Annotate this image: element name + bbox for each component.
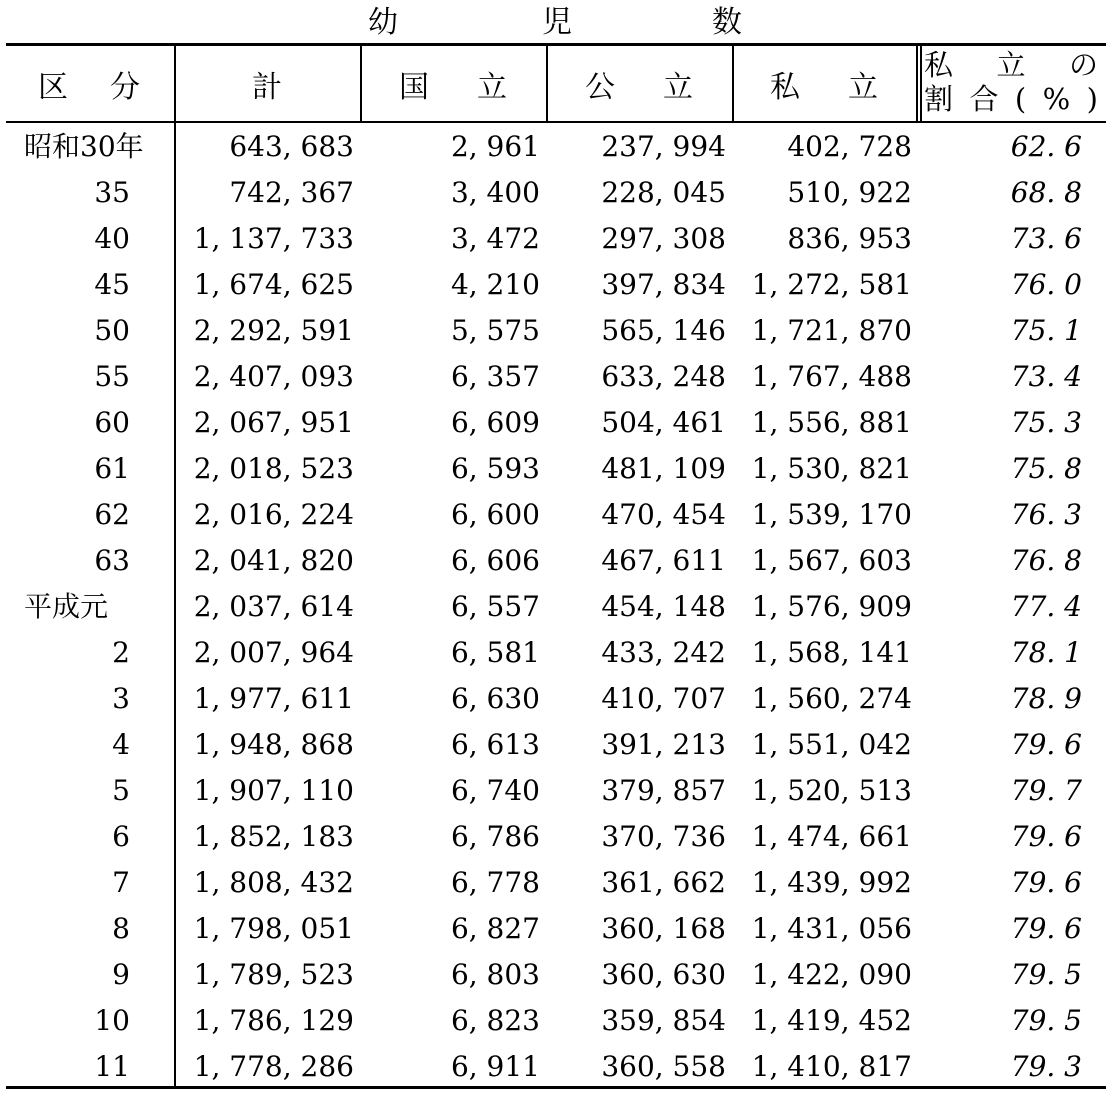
table-row [6,400,1106,446]
national-cell: 6, 606 [450,544,540,577]
total-cell: 2, 018, 523 [193,452,354,485]
national-cell: 6, 581 [450,636,540,669]
year-cell: 61 [94,452,130,485]
header-total-label: 計 [252,70,284,105]
public-cell: 454, 148 [601,590,726,623]
national-cell: 6, 778 [450,866,540,899]
private-ratio-cell: 68. 8 [1010,176,1082,209]
private-ratio-cell: 73. 4 [1010,360,1082,393]
year-cell: 4 [112,728,130,761]
public-cell: 297, 308 [601,222,726,255]
private-cell: 1, 439, 992 [751,866,912,899]
private-cell: 1, 419, 452 [751,1004,912,1037]
header-ratio-char: の [1068,48,1098,82]
national-cell: 4, 210 [450,268,540,301]
private-ratio-cell: 79. 3 [1010,1050,1082,1083]
national-cell: 6, 786 [450,820,540,853]
table-row [6,262,1106,308]
total-cell: 1, 789, 523 [193,958,354,991]
table-row [6,630,1106,676]
national-cell: 5, 575 [450,314,540,347]
public-cell: 481, 109 [601,452,726,485]
total-cell: 1, 137, 733 [193,222,354,255]
table-row [6,814,1106,860]
header-ratio-char: 合 [969,82,999,116]
private-cell: 1, 576, 909 [751,590,912,623]
header-private-left: 私 [770,70,802,105]
private-ratio-cell: 79. 6 [1010,912,1082,945]
private-ratio-cell: 79. 7 [1010,774,1082,807]
table-row [6,722,1106,768]
public-cell: 467, 611 [601,544,726,577]
national-cell: 2, 961 [450,130,540,163]
table-row [6,492,1106,538]
year-cell: 2 [112,636,130,669]
private-cell: 1, 474, 661 [751,820,912,853]
year-cell: 7 [112,866,130,899]
private-cell: 1, 530, 821 [751,452,912,485]
header-public-right: 立 [663,70,695,105]
year-cell: 6 [112,820,130,853]
year-cell: 60 [94,406,130,439]
public-cell: 237, 994 [601,130,726,163]
national-cell: 6, 740 [450,774,540,807]
year-cell: 9 [112,958,130,991]
national-cell: 6, 600 [450,498,540,531]
private-cell: 1, 539, 170 [751,498,912,531]
header-ratio-char: % [1042,82,1071,116]
table-row [6,860,1106,906]
column-divider-private-b [920,46,922,122]
public-cell: 565, 146 [601,314,726,347]
private-ratio-cell: 79. 6 [1010,820,1082,853]
total-cell: 2, 067, 951 [193,406,354,439]
national-cell: 3, 400 [450,176,540,209]
table-title [0,4,1112,42]
table-row [6,906,1106,952]
private-ratio-cell: 79. 6 [1010,728,1082,761]
private-ratio-cell: 78. 1 [1010,636,1082,669]
private-cell: 510, 922 [787,176,912,209]
private-cell: 402, 728 [787,130,912,163]
private-cell: 1, 767, 488 [751,360,912,393]
header-national [362,46,546,122]
private-ratio-cell: 79. 5 [1010,958,1082,991]
total-cell: 1, 808, 432 [193,866,354,899]
table-row [6,124,1106,170]
national-cell: 6, 911 [450,1050,540,1083]
year-cell: 35 [94,176,130,209]
public-cell: 360, 630 [601,958,726,991]
total-cell: 2, 292, 591 [193,314,354,347]
header-ratio-char: 私 [924,48,954,82]
private-ratio-cell: 62. 6 [1010,130,1082,163]
national-cell: 3, 472 [450,222,540,255]
private-ratio-cell: 73. 6 [1010,222,1082,255]
private-cell: 1, 721, 870 [751,314,912,347]
year-cell: 45 [94,268,130,301]
national-cell: 6, 630 [450,682,540,715]
year-cell: 10 [94,1004,130,1037]
public-cell: 410, 707 [601,682,726,715]
header-category-right: 分 [110,70,142,105]
table-row [6,998,1106,1044]
year-cell: 3 [112,682,130,715]
table-row [6,676,1106,722]
public-cell: 470, 454 [601,498,726,531]
total-cell: 1, 674, 625 [193,268,354,301]
national-cell: 6, 357 [450,360,540,393]
year-cell: 55 [94,360,130,393]
private-cell: 1, 556, 881 [751,406,912,439]
table-row [6,308,1106,354]
private-cell: 1, 567, 603 [751,544,912,577]
public-cell: 360, 558 [601,1050,726,1083]
header-ratio-char: ( [1014,82,1027,116]
national-cell: 6, 803 [450,958,540,991]
private-ratio-cell: 76. 8 [1010,544,1082,577]
national-cell: 6, 823 [450,1004,540,1037]
total-cell: 1, 798, 051 [193,912,354,945]
national-cell: 6, 609 [450,406,540,439]
private-cell: 1, 568, 141 [751,636,912,669]
year-cell: 平成元 [24,590,109,623]
header-private-ratio [924,48,1104,122]
header-public-left: 公 [585,70,617,105]
private-cell: 1, 410, 817 [751,1050,912,1083]
public-cell: 391, 213 [601,728,726,761]
private-cell: 1, 560, 274 [751,682,912,715]
public-cell: 228, 045 [601,176,726,209]
header-ratio-char: ) [1086,82,1098,116]
private-cell: 836, 953 [787,222,912,255]
total-cell: 1, 852, 183 [193,820,354,853]
total-cell: 742, 367 [229,176,354,209]
private-ratio-cell: 79. 6 [1010,866,1082,899]
total-cell: 1, 948, 868 [193,728,354,761]
public-cell: 379, 857 [601,774,726,807]
public-cell: 633, 248 [601,360,726,393]
header-private-right: 立 [848,70,880,105]
private-ratio-cell: 79. 5 [1010,1004,1082,1037]
year-cell: 11 [94,1050,130,1083]
table-row [6,1044,1106,1090]
header-total [176,46,360,122]
table-body [6,124,1106,1090]
national-cell: 6, 613 [450,728,540,761]
public-cell: 361, 662 [601,866,726,899]
table-row [6,170,1106,216]
total-cell: 643, 683 [229,130,354,163]
year-cell: 50 [94,314,130,347]
private-cell: 1, 272, 581 [751,268,912,301]
private-ratio-cell: 77. 4 [1010,590,1082,623]
private-cell: 1, 551, 042 [751,728,912,761]
header-ratio-char: 割 [924,82,954,116]
total-cell: 1, 786, 129 [193,1004,354,1037]
public-cell: 433, 242 [601,636,726,669]
private-ratio-cell: 76. 3 [1010,498,1082,531]
year-cell: 8 [112,912,130,945]
table-row [6,952,1106,998]
table-row [6,584,1106,630]
title-char-2: 児 [542,5,572,40]
table-row [6,768,1106,814]
header-category-left: 区 [38,70,70,105]
header-private [734,46,916,122]
total-cell: 2, 007, 964 [193,636,354,669]
private-ratio-cell: 75. 1 [1010,314,1082,347]
table-row [6,216,1106,262]
table-row [6,538,1106,584]
national-cell: 6, 593 [450,452,540,485]
public-cell: 370, 736 [601,820,726,853]
header-category [6,46,174,122]
private-ratio-cell: 75. 8 [1010,452,1082,485]
header-national-right: 立 [477,70,509,105]
private-ratio-cell: 76. 0 [1010,268,1082,301]
title-char-1: 幼 [368,5,398,40]
table-row [6,354,1106,400]
year-cell: 62 [94,498,130,531]
public-cell: 504, 461 [601,406,726,439]
total-cell: 2, 037, 614 [193,590,354,623]
total-cell: 2, 407, 093 [193,360,354,393]
public-cell: 360, 168 [601,912,726,945]
private-cell: 1, 431, 056 [751,912,912,945]
national-cell: 6, 827 [450,912,540,945]
public-cell: 359, 854 [601,1004,726,1037]
year-cell: 63 [94,544,130,577]
private-cell: 1, 422, 090 [751,958,912,991]
total-cell: 2, 016, 224 [193,498,354,531]
header-ratio-char: 立 [996,48,1026,82]
total-cell: 1, 977, 611 [193,682,354,715]
header-national-left: 国 [399,70,431,105]
year-cell: 40 [94,222,130,255]
private-cell: 1, 520, 513 [751,774,912,807]
public-cell: 397, 834 [601,268,726,301]
total-cell: 1, 907, 110 [193,774,354,807]
year-cell: 昭和30年 [24,130,144,163]
column-divider-private-a [916,46,918,122]
header-public [548,46,732,122]
total-cell: 1, 778, 286 [193,1050,354,1083]
title-char-3: 数 [712,5,742,40]
private-ratio-cell: 75. 3 [1010,406,1082,439]
national-cell: 6, 557 [450,590,540,623]
year-cell: 5 [112,774,130,807]
private-ratio-cell: 78. 9 [1010,682,1082,715]
table-row [6,446,1106,492]
total-cell: 2, 041, 820 [193,544,354,577]
